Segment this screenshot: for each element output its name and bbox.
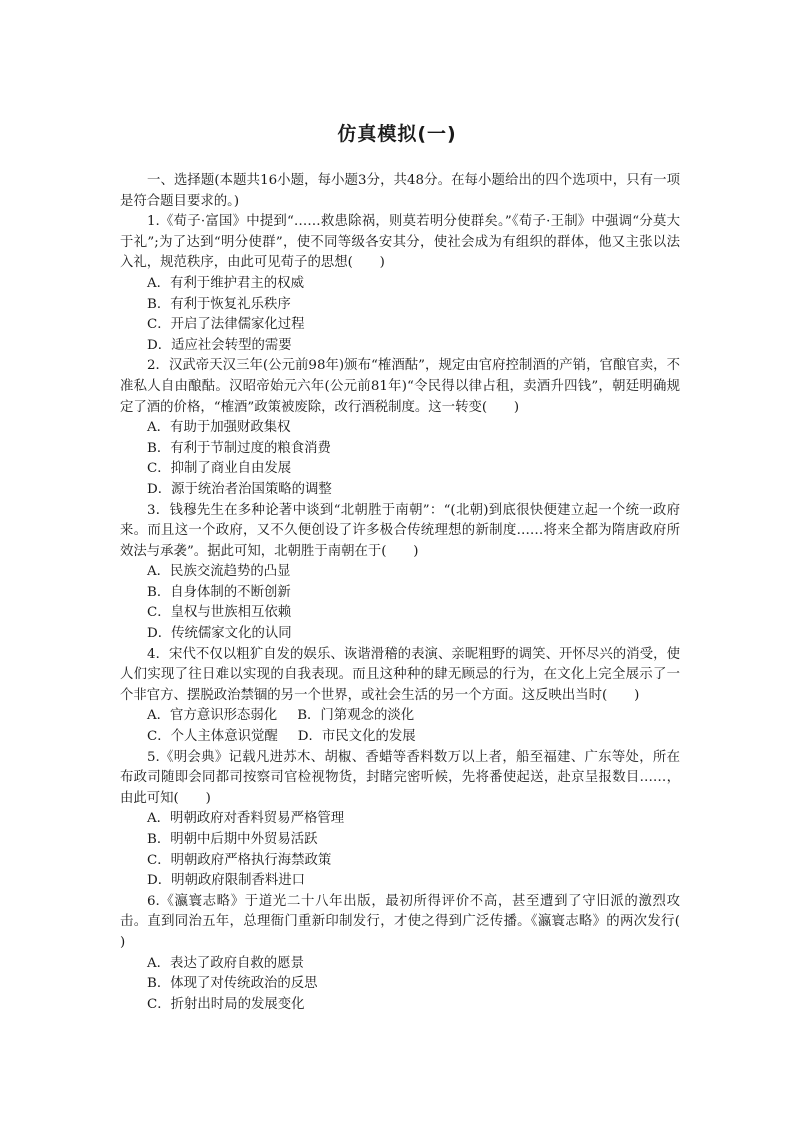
option-b: B．自身体制的不断创新 xyxy=(147,584,291,600)
option-row xyxy=(120,706,680,727)
question-stem: 3．钱穆先生在多种论著中谈到“北朝胜于南朝”：“(北朝)到底很快便建立起一个统一政府来。而且这一个政府，又不久便创设了许多极合传统理想的新制度……将来全都为隋唐政府所效法与承袭”。据此可知，北朝胜于南朝在于( ) xyxy=(120,502,680,559)
question-stem: 1.《荀子·富国》中提到“……救患除祸，则莫若明分使群矣。”《荀子·王制》中强调“分莫大于礼”;为了达到“明分使群”，使不同等级各安其分，使社会成为有组织的群体，他又主张以法入礼，规范秩序，由此可见荀子的思想( ) xyxy=(120,214,680,271)
question-stem: 5.《明会典》记载凡进苏木、胡椒、香蜡等香料数万以上者，船至福建、广东等处，所在布政司随即会同都司按察司官检视物货，封睹完密听候，先将番使起送，赴京呈报数目……，由此可知( ) xyxy=(120,749,680,806)
option-a: A．官方意识形态弱化 xyxy=(147,708,278,724)
option-d: D．源于统治者治国策略的调整 xyxy=(147,481,332,497)
option-row xyxy=(120,727,680,748)
option-c: C．明朝政府严格执行海禁政策 xyxy=(147,852,332,868)
section-heading: 一、选择题(本题共16小题，每小题3分，共48分。在每小题给出的四个选项中，只有一项是符合题目要求的。) xyxy=(120,173,680,209)
option-a: A．民族交流趋势的凸显 xyxy=(147,564,291,580)
exam-content xyxy=(120,171,707,1015)
option-b: B．有利于节制过度的粮食消费 xyxy=(147,440,331,456)
option-d: D．传统儒家文化的认同 xyxy=(147,626,292,642)
option-a: A．明朝政府对香料贸易严格管理 xyxy=(147,811,345,827)
option-b: B．门第观念的淡化 xyxy=(297,708,415,724)
option-c: C．开启了法律儒家化过程 xyxy=(147,317,305,333)
option-a: A．有助于加强财政集权 xyxy=(147,420,291,436)
option-b: B．明朝中后期中外贸易活跃 xyxy=(147,832,318,847)
option-d: D．适应社会转型的需要 xyxy=(147,337,292,353)
option-d: D．明朝政府限制香料进口 xyxy=(147,873,306,889)
page-title: 仿真模拟(一) xyxy=(337,123,457,145)
option-c: C．个人主体意识觉醒 xyxy=(147,729,278,745)
option-a: A．有利于维护君主的权威 xyxy=(147,275,304,291)
option-c: C．折射出时局的发展变化 xyxy=(147,996,305,1012)
option-a: A．表达了政府自救的愿景 xyxy=(147,955,304,971)
option-c: C．抑制了商业自由发展 xyxy=(147,461,292,477)
question-stem: 2．汉武帝天汉三年(公元前98年)颁布“榷酒酤”，规定由官府控制酒的产销，官酿官卖，不准私人自由酿酤。汉昭帝始元六年(公元前81年)“令民得以律占租，卖酒升四钱”，朝廷明确规定了酒的价格，“榷酒”政策被废除，改行酒税制度。这一转变( ) xyxy=(120,358,680,415)
question-stem: 6.《瀛寰志略》于道光二十八年出版，最初所得评价不高，甚至遭到了守旧派的激烈攻击。直到同治五年，总理衙门重新印制发行，才使之得到广泛传播。《瀛寰志略》的两次发行( ) xyxy=(120,893,707,950)
option-b: B．有利于恢复礼乐秩序 xyxy=(147,296,291,312)
option-c: C．皇权与世族相互依赖 xyxy=(147,605,292,621)
option-b: B．体现了对传统政治的反思 xyxy=(147,976,318,992)
option-d: D．市民文化的发展 xyxy=(297,729,416,745)
question-stem: 4．宋代不仅以粗犷自发的娱乐、诙谐滑稽的表演、亲昵粗野的调笑、开怀尽兴的消受，使人们实现了往日难以实现的自我表现。而且这种种的肆无顾忌的行为，在文化上完全展示了一个非官方、摆脱政治禁锢的另一个世界，或社会生活的另一个方面。这反映出当时( ) xyxy=(120,646,680,703)
